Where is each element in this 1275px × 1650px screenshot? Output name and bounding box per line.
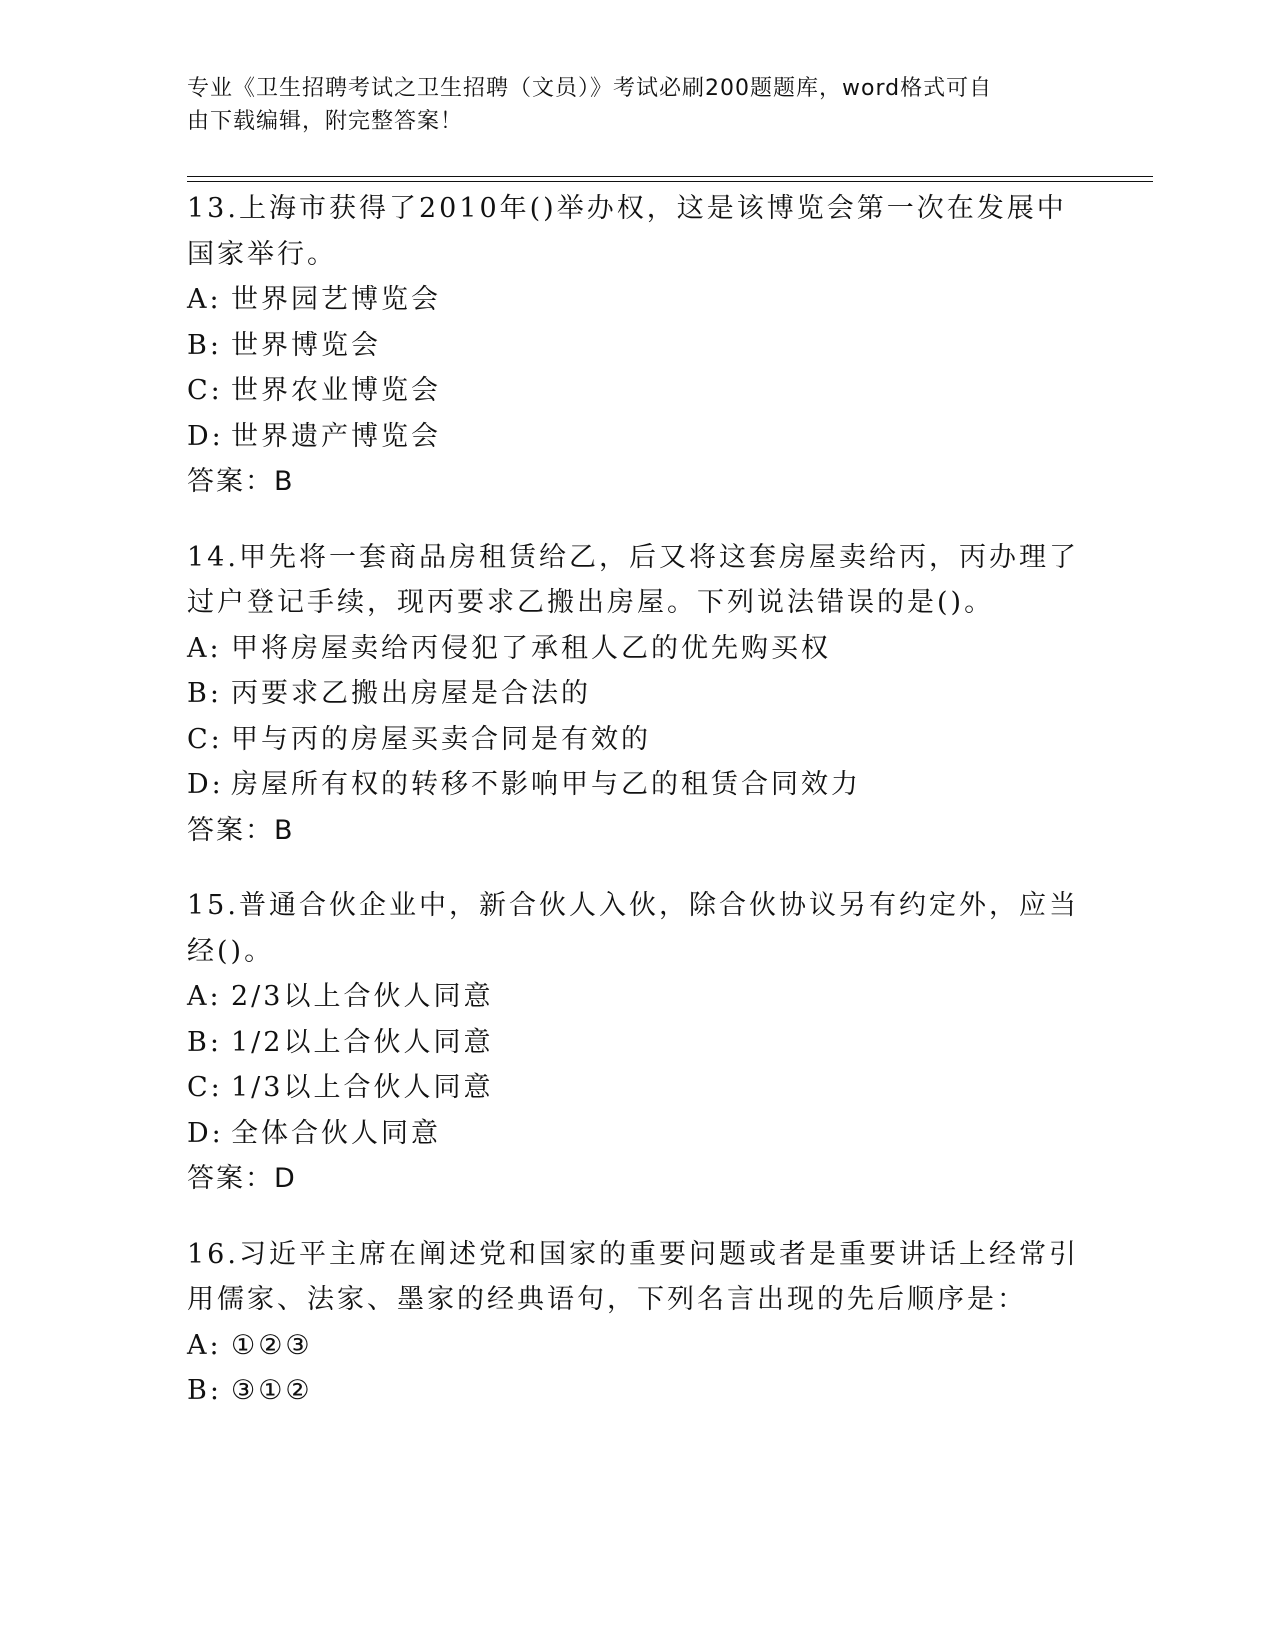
document-header [187,72,1067,138]
option-c [187,368,1087,414]
option-key: B: [187,329,222,361]
question-list [187,186,1087,1444]
answer-line: 答案：D [187,1163,297,1194]
answer-line: 答案：B [187,466,295,497]
option-text: ①②③ [231,1329,313,1361]
option-a [187,1323,1087,1369]
option-text: 世界农业博览会 [231,375,441,406]
option-key: A: [187,284,222,315]
option-text: 世界博览会 [231,329,381,361]
option-text: 甲与丙的房屋买卖合同是有效的 [231,723,651,755]
option-b [187,1368,1087,1414]
question-16 [187,1232,1087,1414]
option-key: C: [187,723,223,755]
option-key: A: [187,632,222,664]
option-key: D: [187,1117,224,1149]
question-15 [187,883,1087,1202]
header-line-2: 由下载编辑，附完整答案！ [187,109,464,134]
option-text: 世界园艺博览会 [231,284,441,315]
option-text: 甲将房屋卖给丙侵犯了承租人乙的优先购买权 [231,632,831,664]
option-b [187,323,1087,369]
option-a [187,974,1087,1020]
option-text: 世界遗产博览会 [231,420,441,452]
question-14 [187,535,1087,854]
answer-line: 答案：B [187,814,295,846]
header-divider-top [187,176,1153,177]
question-stem: 13.上海市获得了2010年()举办权，这是该博览会第一次在发展中国家举行。 [187,193,1067,270]
option-key: B: [187,1026,222,1058]
option-key: D: [187,769,224,800]
question-stem: 15.普通合伙企业中，新合伙人入伙，除合伙协议另有约定外，应当经()。 [187,890,1079,967]
option-key: C: [187,375,223,406]
option-c [187,717,1087,763]
option-text: 丙要求乙搬出房屋是合法的 [231,678,591,709]
header-divider-bottom [187,181,1153,182]
question-13 [187,186,1087,505]
option-key: B: [187,678,222,709]
option-key: B: [187,1375,222,1406]
option-key: A: [187,981,222,1012]
option-a [187,626,1087,672]
option-key: A: [187,1329,222,1361]
option-b [187,671,1087,717]
option-d [187,1111,1087,1157]
option-text: 1/3以上合伙人同意 [231,1072,494,1103]
question-stem: 16.习近平主席在阐述党和国家的重要问题或者是重要讲话上经常引用儒家、法家、墨家的经典语句，下列名言出现的先后顺序是： [187,1238,1079,1315]
option-text: 1/2以上合伙人同意 [231,1026,494,1058]
option-d [187,762,1087,808]
option-d [187,414,1087,460]
option-key: D: [187,420,224,452]
option-key: C: [187,1072,223,1103]
option-text: 房屋所有权的转移不影响甲与乙的租赁合同效力 [231,769,861,800]
option-text: 全体合伙人同意 [231,1117,441,1149]
option-b [187,1020,1087,1066]
question-stem: 14.甲先将一套商品房租赁给乙，后又将这套房屋卖给丙，丙办理了过户登记手续，现丙要求乙搬出房屋。下列说法错误的是()。 [187,541,1079,618]
option-text: ③①② [231,1375,313,1406]
option-text: 2/3以上合伙人同意 [231,981,494,1012]
option-a [187,277,1087,323]
header-line-1: 专业《卫生招聘考试之卫生招聘（文员）》考试必刷200题题库，word格式可自 [187,76,993,101]
option-c [187,1065,1087,1111]
